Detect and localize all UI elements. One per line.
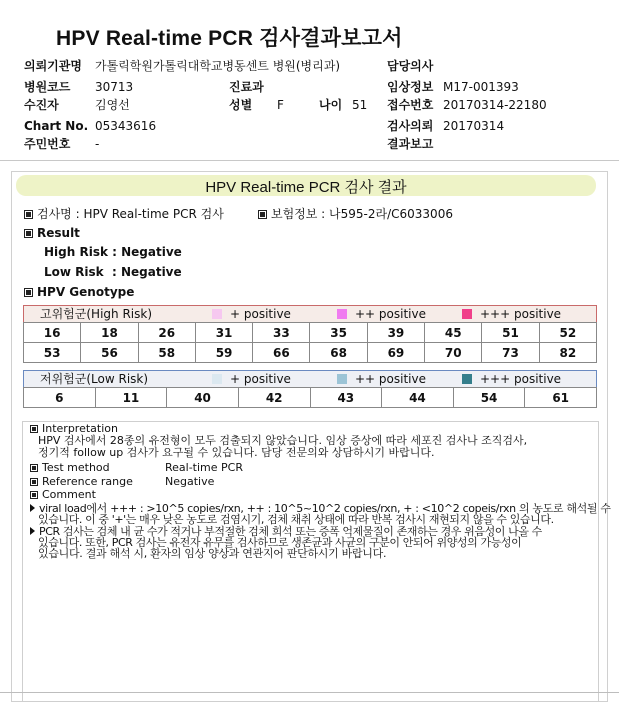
genotype-cell: 11 [95, 388, 167, 408]
sex-label: 성별 [229, 98, 253, 112]
legend-swatch [337, 374, 347, 384]
chart-no-label: Chart No. [24, 119, 89, 133]
legend-label: +++ positive [480, 372, 562, 386]
test-method-value: Real-time PCR [165, 461, 243, 474]
report-date-label: 결과보고 [387, 137, 434, 151]
test-method-line [30, 462, 110, 474]
high-risk-legend-1 [212, 307, 291, 321]
legend-label: + positive [230, 307, 291, 321]
clinical-info-label: 임상정보 [387, 80, 434, 94]
legend-swatch [337, 309, 347, 319]
low-risk-legend-1 [212, 372, 291, 386]
legend-label: + positive [230, 372, 291, 386]
square-bullet-icon [30, 478, 38, 486]
resident-no-label: 주민번호 [24, 137, 71, 151]
low-risk-table [23, 387, 597, 408]
table-row [24, 323, 597, 343]
genotype-cell: 58 [138, 343, 195, 363]
genotype-cell: 31 [195, 323, 252, 343]
interpretation-text-1: HPV 검사에서 28종의 유전형이 모두 검출되지 않았습니다. 임상 증상에 따라 세포진 검사나 조직검사, [38, 434, 528, 447]
genotype-cell: 45 [425, 323, 482, 343]
report-title: HPV Real-time PCR 검사결과보고서 [56, 27, 403, 50]
genotype-cell: 66 [253, 343, 310, 363]
genotype-cell: 54 [453, 388, 525, 408]
genotype-cell: 18 [81, 323, 138, 343]
high-risk-label: 고위험군(High Risk) [40, 307, 152, 321]
table-row [24, 343, 597, 363]
comment-2-line-b: 있습니다. 또한, PCR 검사는 유전자 유무를 검사하므로 생존균과 사균의 구분이 안되어 위양성의 가능성이 [38, 536, 522, 549]
test-name: 검사명 : HPV Real-time PCR 검사 [37, 207, 224, 221]
low-risk-legend-2 [337, 372, 426, 386]
legend-swatch [462, 309, 472, 319]
hospital-code-label: 병원코드 [24, 80, 71, 94]
square-bullet-icon [24, 229, 33, 238]
square-bullet-icon [30, 491, 38, 499]
legend-swatch [212, 374, 222, 384]
comment-2a: PCR 검사는 검체 내 균 수가 적거나 부적절한 검체 희석 또는 증폭 억제물질이 존재하는 경우 위음성이 나올 수 [39, 525, 542, 538]
triangle-bullet-icon [30, 527, 35, 535]
doctor-label: 담당의사 [387, 59, 434, 73]
section-title: HPV Real-time PCR 검사 결과 [205, 179, 407, 196]
header-divider [0, 160, 619, 161]
genotype-cell: 68 [310, 343, 367, 363]
resident-no-value: - [95, 137, 100, 151]
legend-label: +++ positive [480, 307, 562, 321]
referrer-label: 의뢰기관명 [24, 59, 82, 73]
genotype-cell: 33 [253, 323, 310, 343]
age-value: 51 [352, 98, 368, 112]
square-bullet-icon [30, 464, 38, 472]
high-risk-legend-2 [337, 307, 426, 321]
genotype-cell: 26 [138, 323, 195, 343]
comment-1a: viral load에서 +++ : >10^5 copies/rxn, ++ : 10^5~10^2 copies/rxn, + : <10^2 copeis/rxn 의 농도로 해석될 수 [39, 502, 611, 515]
department-label: 진료과 [229, 80, 264, 94]
insurance-info: 보험정보 : 나595-2라/C6033006 [271, 207, 453, 221]
reference-range-line [30, 476, 133, 488]
genotype-cell: 43 [310, 388, 382, 408]
high-risk-table [23, 322, 597, 363]
genotype-cell: 16 [24, 323, 81, 343]
high-risk-result: High Risk : Negative [44, 245, 182, 259]
chart-no-value: 05343616 [95, 119, 157, 133]
triangle-bullet-icon [30, 504, 35, 512]
square-bullet-icon [258, 210, 267, 219]
genotype-cell: 70 [425, 343, 482, 363]
genotype-cell: 61 [525, 388, 597, 408]
section-banner [16, 175, 596, 196]
request-date-label: 검사의뢰 [387, 119, 434, 133]
legend-swatch [462, 374, 472, 384]
clinical-info-value: M17-001393 [443, 80, 519, 94]
genotype-cell: 6 [24, 388, 96, 408]
genotype-cell: 51 [482, 323, 539, 343]
genotype-cell: 56 [81, 343, 138, 363]
comment-1-line-b: 있습니다. 이 중 '+'는 매우 낮은 농도로 검염시기, 검체 채취 상태에 따라 반복 검사시 재현되지 않을 수 있습니다. [38, 513, 554, 526]
interpretation-text-2: 정기적 follow up 검사가 요구될 수 있습니다. 담당 전문의와 상담하시기 바랍니다. [38, 446, 435, 459]
genotype-cell: 73 [482, 343, 539, 363]
age-label: 나이 [319, 98, 343, 112]
result-heading: Result [37, 226, 80, 240]
test-name-line [24, 207, 224, 222]
low-risk-legend-3 [462, 372, 561, 386]
genotype-heading-line [24, 285, 134, 300]
square-bullet-icon [30, 425, 38, 433]
square-bullet-icon [24, 288, 33, 297]
receipt-no-label: 접수번호 [387, 98, 434, 112]
high-risk-legend-3 [462, 307, 561, 321]
high-risk-header [23, 305, 597, 322]
low-risk-header [23, 370, 597, 387]
genotype-cell: 39 [367, 323, 424, 343]
genotype-cell: 44 [382, 388, 454, 408]
genotype-cell: 40 [167, 388, 239, 408]
test-method-label: Test method [42, 461, 110, 474]
low-risk-label: 저위험군(Low Risk) [40, 372, 149, 386]
genotype-cell: 35 [310, 323, 367, 343]
comment-heading-line [30, 489, 96, 501]
genotype-cell: 53 [24, 343, 81, 363]
comment-heading: Comment [42, 488, 96, 501]
genotype-cell: 69 [367, 343, 424, 363]
genotype-cell: 52 [539, 323, 596, 343]
sex-value: F [277, 98, 284, 112]
reference-range-value: Negative [165, 475, 215, 488]
bottom-divider [0, 692, 619, 693]
referrer-value: 가톨릭학원가톨릭대학교병동센트 병원(병리과) [95, 59, 341, 73]
genotype-cell: 59 [195, 343, 252, 363]
reference-range-label: Reference range [42, 475, 133, 488]
patient-label: 수진자 [24, 98, 59, 112]
genotype-cell: 42 [238, 388, 310, 408]
table-row [24, 388, 597, 408]
low-risk-result: Low Risk : Negative [44, 265, 182, 279]
legend-label: ++ positive [355, 372, 426, 386]
genotype-heading: HPV Genotype [37, 285, 135, 299]
interpretation-heading: Interpretation [42, 422, 118, 435]
patient-value: 김영선 [95, 98, 130, 112]
hospital-code-value: 30713 [95, 80, 134, 94]
insurance-line [258, 207, 453, 222]
comment-2-line-c: 있습니다. 결과 해석 시, 환자의 임상 양상과 연관지어 판단하시기 바랍니다. [38, 547, 387, 560]
square-bullet-icon [24, 210, 33, 219]
receipt-no-value: 20170314-22180 [443, 98, 547, 112]
legend-label: ++ positive [355, 307, 426, 321]
genotype-cell: 82 [539, 343, 596, 363]
legend-swatch [212, 309, 222, 319]
request-date-value: 20170314 [443, 119, 505, 133]
result-heading-line [24, 226, 80, 241]
